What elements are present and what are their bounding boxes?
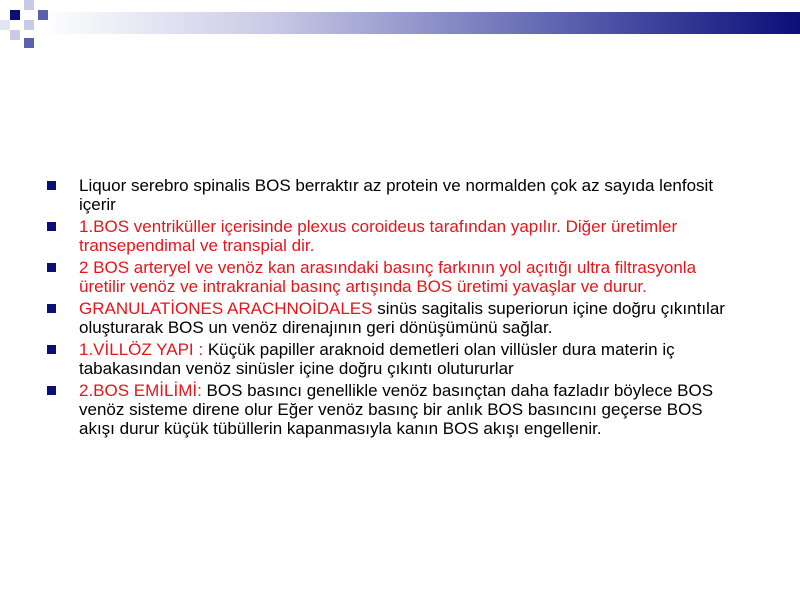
bullet-text-segment: 1.BOS ventriküller içerisinde plexus coroideus tarafından yapılır. Diğer üretimler transependimal ve transpial dir. [79,217,678,255]
bullet-item [47,340,737,378]
bullet-item [47,381,737,438]
bullet-text-segment: BOS basıncı genellikle venöz basınçtan daha fazladır böylece BOS venöz sisteme direne olur Eğer venöz basınç bir anlık BOS basıncını geçerse BOS akışı durur küçük tübüllerin kapanmasıyla kanın BOS akışı engellenir. [79,381,714,438]
bullet-item [47,217,737,255]
bullet-text-segment: Liquor serebro spinalis BOS berraktır az protein ve normalden çok az sayıda lenfosit içerir [79,176,714,214]
square-bullet-icon [47,304,56,313]
deco-square [24,38,34,48]
square-bullet-icon [47,345,56,354]
deco-square [38,10,48,20]
deco-square [24,20,34,30]
deco-square [10,30,20,40]
bullet-item [47,258,737,296]
bullet-text-segment: 2 BOS arteryel ve venöz kan arasındaki basınç farkının yol açıtığı ultra filtrasyonla üretilir venöz ve intrakranial basınç artışında BOS üretimi yavaşlar ve durur. [79,258,697,296]
bullet-item [47,299,737,337]
square-bullet-icon [47,263,56,272]
deco-square [24,0,34,10]
bullet-text-segment: 2.BOS EMİLİMİ: [79,381,207,400]
bullet-text-segment: Küçük papiller araknoid demetleri olan villüsler dura materin iç tabakasından venöz sinüsler içine doğru çıkıntı olutururlar [79,340,675,378]
deco-square [0,20,10,30]
bullet-text-segment: sinüs sagitalis superiorun içine doğru çıkıntılar oluşturarak BOS un venöz direnajının geri dönüşümünü sağlar. [79,299,725,337]
decorative-header [0,0,800,50]
square-bullet-icon [47,386,56,395]
bullet-list [47,176,737,441]
header-gradient-bar [40,12,800,34]
square-bullet-icon [47,222,56,231]
deco-square [10,10,20,20]
square-bullet-icon [47,181,56,190]
bullet-text-segment: GRANULATİONES ARACHNOİDALES [79,299,373,318]
bullet-item [47,176,737,214]
bullet-text-segment: 1.VİLLÖZ YAPI : [79,340,208,359]
